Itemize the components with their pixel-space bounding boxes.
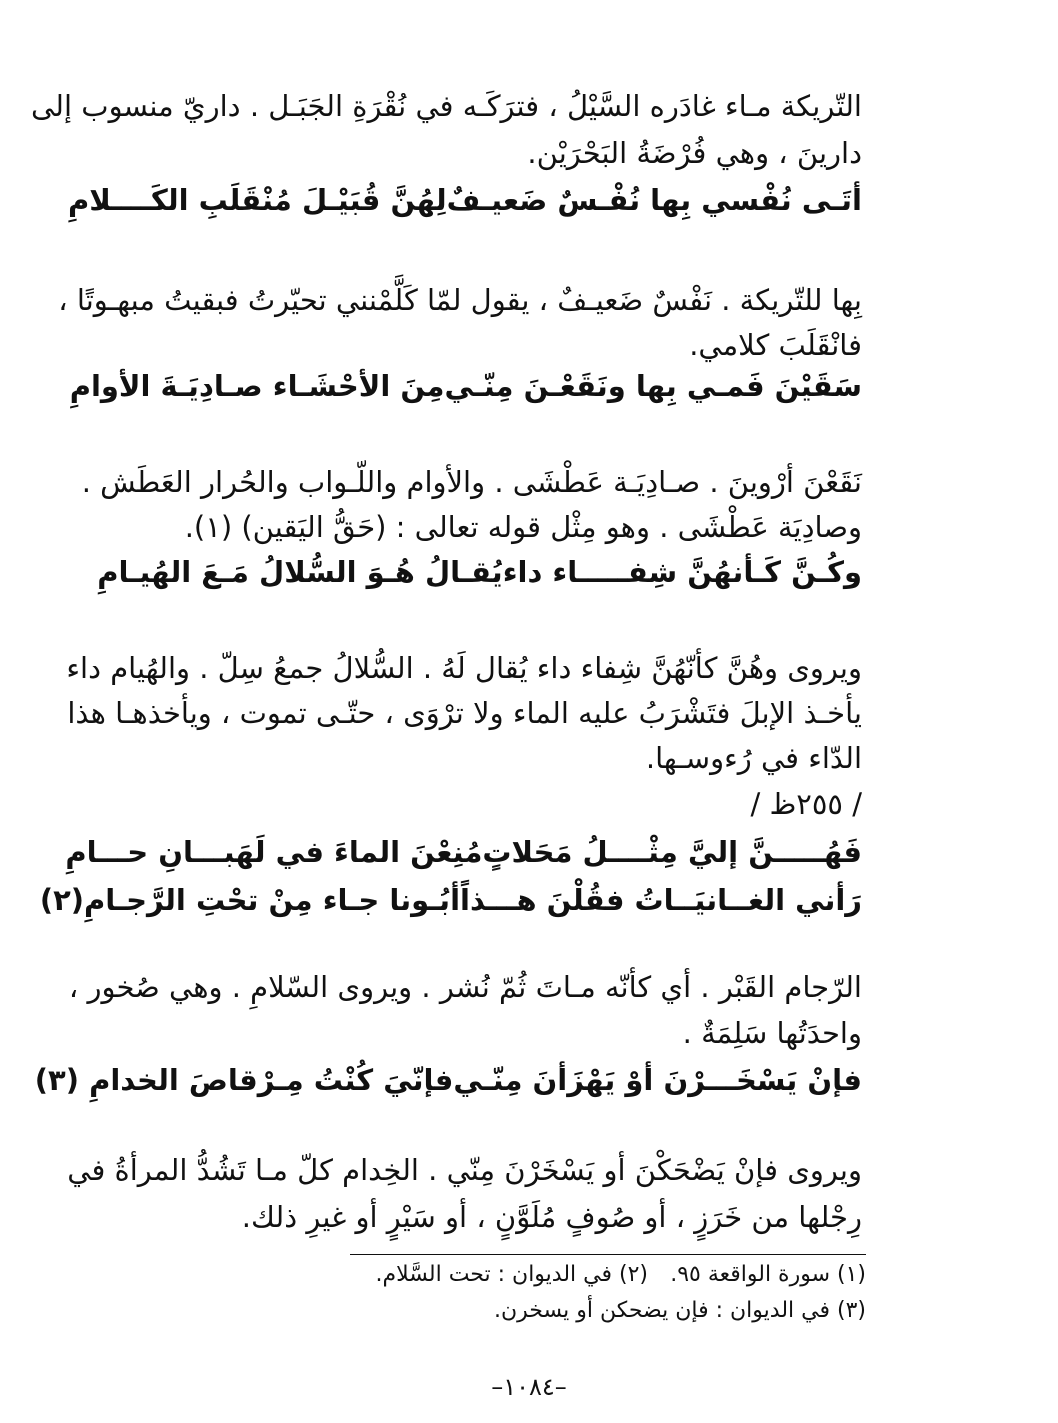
verse-second-hemistich: مُنِعْنَ الماءَ في لَهَبـــانِ حـــامِ	[65, 835, 483, 869]
prose-line: نَقَعْنَ أرْوينَ . صـادِيَـة عَطْشَى . والأوام واللّـواب والحُرار العَطَش .	[81, 465, 862, 499]
prose-line: يأخـذ الإبلَ فتَشْرَبُ عليه الماء ولا ترْوَى ، حتّـى تموت ، ويأخذهـا هذا	[67, 696, 862, 730]
verse-line	[65, 832, 862, 872]
prose-line: وصادِيَة عَطْشَى . وهو مِثْل قوله تعالى : (حَقُّ اليَقين) (١).	[184, 510, 862, 544]
prose-line: ويروى فإنْ يَضْحَكْنَ أو يَسْخَرْنَ مِنّي . الخِدام كلّ مـا تَشُدُّ المرأةُ في	[67, 1153, 862, 1187]
prose-line: بِها للتّريكة . نَفْسٌ ضَعيـفٌ ، يقول لمّا كَلَّمْنني تحيّرتُ فبقيتُ مبهـوتًا ،	[58, 283, 862, 317]
prose-line: التّريكة مـاء غادَره السَّيْلُ ، فترَكَـه في نُقْرَةِ الجَبَـل . داريّ منسوب إلى	[30, 89, 862, 123]
verse-line	[97, 552, 862, 592]
verse-first-hemistich: رَأني الغــانيَــاتُ فقُلْنَ هـــذاً	[460, 883, 862, 917]
verse-second-hemistich: يُقـالُ هُـوَ السُّلالُ مَـعَ الهُيـامِ	[97, 555, 503, 589]
verse-first-hemistich: فَهُـــــنَّ إليَّ مِثْــــلُ مَحَلاتٍ	[482, 835, 862, 869]
verse-line	[34, 1060, 862, 1100]
verse-first-hemistich: وكُـنَّ كَـأنهُنَّ شِفـــــاء داء	[502, 555, 862, 589]
folio-marker: / ٢٥٥ظ /	[750, 787, 862, 821]
verse-second-hemistich: أبُـونا جـاء مِنْ تحْتِ الرَّجـامِ(٢)	[39, 883, 461, 917]
footnote: (٣) في الديوان : فإن يضحكن أو يسخرن.	[494, 1298, 866, 1323]
prose-line: الرّجام القَبْر . أي كأنّه مـاتَ ثُمّ نُشر . ويروى السّلامِ . وهي صُخور ،	[68, 970, 862, 1004]
prose-line: الدّاء في رُءوسـها.	[645, 741, 862, 775]
prose-line: دارينَ ، وهي فُرْضَةُ البَحْرَيْن.	[527, 136, 862, 170]
verse-line	[39, 880, 862, 920]
verse-line	[69, 366, 862, 406]
verse-first-hemistich: فإنْ يَسْخَـــرْنَ أوْ يَهْزَأنَ مِنّـي	[453, 1063, 862, 1097]
prose-line: ويروى وهُنَّ كأنّهُنَّ شِفاء داء يُقال لَهُ . السُّلالُ جمعُ سِلّ . والهُيام داء	[66, 651, 862, 685]
verse-first-hemistich: سَقَيْنَ فَمـي بِها ونَقَعْـنَ مِنّـي	[444, 369, 862, 403]
footnote: (١) سورة الواقعة ٩٥.	[670, 1262, 866, 1287]
footnote: (٢) في الديوان : تحت السَّلام.	[375, 1262, 648, 1287]
footnote-divider	[350, 1254, 866, 1255]
verse-line	[67, 180, 862, 220]
prose-line: رِجْلها من خَرَزٍ ، أو صُوفٍ مُلَوَّنٍ ، أو سَيْرٍ أو غيرِ ذلك.	[241, 1200, 862, 1234]
verse-second-hemistich: لِهُنَّ قُبَيْـلَ مُنْقَلَبِ الكَــــلامِ	[67, 183, 447, 217]
verse-first-hemistich: أتَـى نُفْسي بِها نُفْـسٌ ضَعيـفٌ	[446, 183, 862, 217]
prose-line: فانْقَلَبَ كلامي.	[689, 328, 862, 362]
verse-second-hemistich: مِنَ الأحْشَـاء صـادِيَـةَ الأوامِ	[69, 369, 445, 403]
prose-line: واحدَتُها سَلِمَةٌ .	[682, 1016, 862, 1050]
verse-second-hemistich: فإنّيَ كُنْتُ مِـرْقاصَ الخدامِ (٣)	[34, 1063, 454, 1097]
page-number: –١٠٨٤–	[491, 1373, 567, 1401]
